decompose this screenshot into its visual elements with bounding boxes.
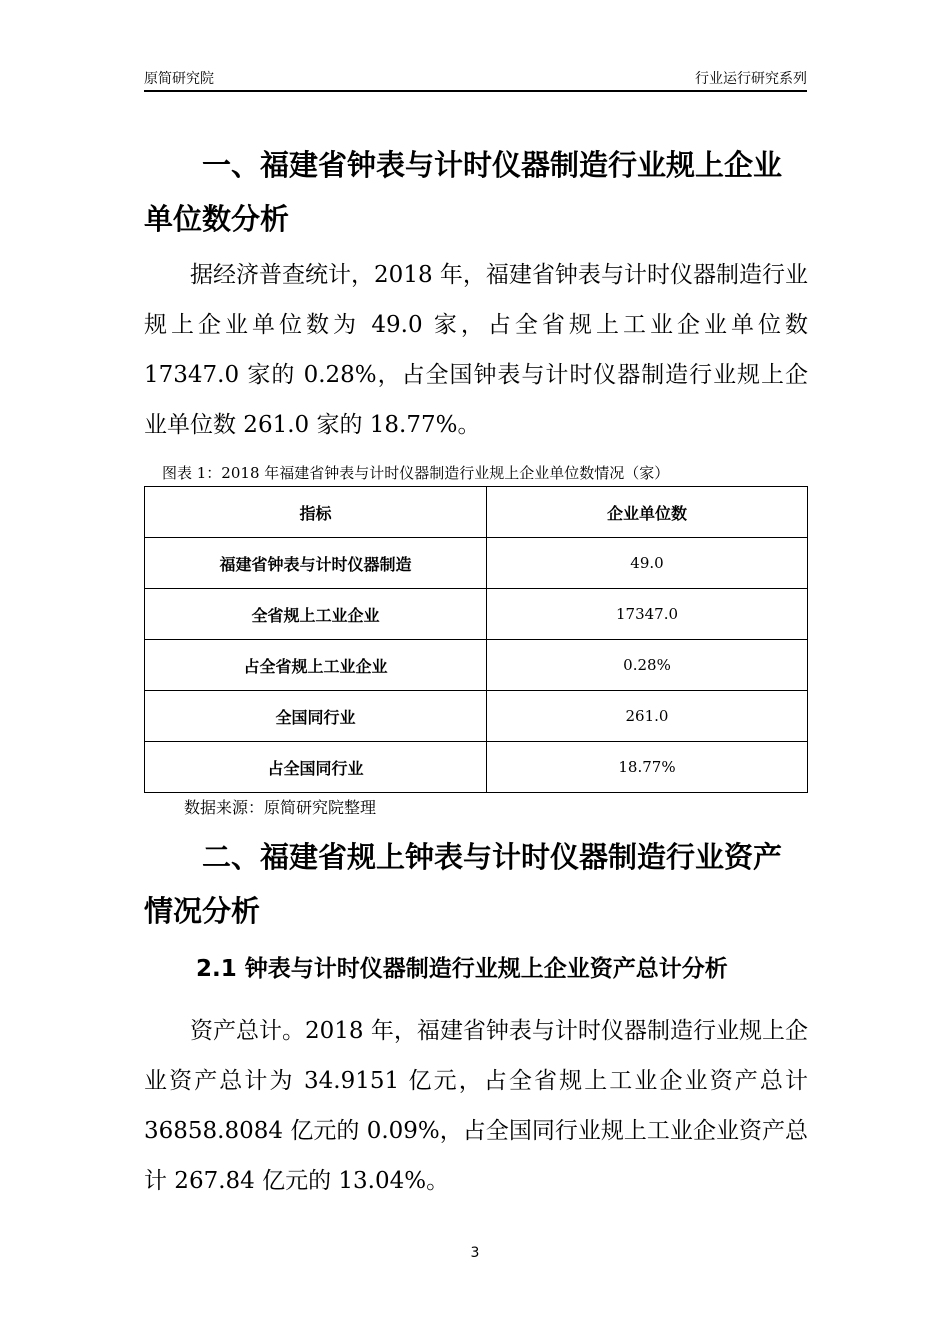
table-source-note: 数据来源：原简研究院整理 — [184, 798, 377, 817]
table-row — [145, 640, 808, 691]
enterprise-count-table — [144, 486, 808, 793]
table-row — [145, 589, 808, 640]
row-value: 0.28% — [487, 640, 808, 691]
table-row — [145, 742, 808, 793]
row-label: 占全省规上工业企业 — [145, 640, 487, 691]
row-label: 全国同行业 — [145, 691, 487, 742]
row-value: 17347.0 — [487, 589, 808, 640]
header-org-name: 原简研究院 — [144, 71, 214, 87]
header-series-name: 行业运行研究系列 — [695, 71, 807, 87]
table-header-count: 企业单位数 — [487, 487, 808, 538]
section1-paragraph: 据经济普查统计，2018 年，福建省钟表与计时仪器制造行业规上企业单位数为 49.0 家，占全省规上工业企业单位数 17347.0 家的 0.28%，占全国钟表与计时仪器制造行业规上企业单位数 261.0 家的 18.77%。 — [144, 262, 808, 438]
table-header-indicator: 指标 — [145, 487, 487, 538]
row-label: 福建省钟表与计时仪器制造 — [145, 538, 487, 589]
page-number: 3 — [470, 1245, 480, 1261]
row-label: 占全国同行业 — [145, 742, 487, 793]
section2-paragraph: 资产总计。2018 年，福建省钟表与计时仪器制造行业规上企业资产总计为 34.9151 亿元，占全省规上工业企业资产总计 36858.8084 亿元的 0.09%，占全国同行业规上工业企业资产总计 267.84 亿元的 13.04%。 — [144, 1018, 808, 1194]
section2-heading: 二、福建省规上钟表与计时仪器制造行业资产情况分析 — [144, 840, 783, 928]
section2-subheading: 2.1 钟表与计时仪器制造行业规上企业资产总计分析 — [196, 956, 728, 982]
section1-heading: 一、福建省钟表与计时仪器制造行业规上企业单位数分析 — [144, 148, 783, 236]
table-row — [145, 691, 808, 742]
row-value: 261.0 — [487, 691, 808, 742]
row-value: 49.0 — [487, 538, 808, 589]
row-value: 18.77% — [487, 742, 808, 793]
table-row — [145, 538, 808, 589]
row-label: 全省规上工业企业 — [145, 589, 487, 640]
table-caption: 图表 1：2018 年福建省钟表与计时仪器制造行业规上企业单位数情况（家） — [162, 464, 670, 482]
page-header — [144, 66, 807, 92]
table-header-row — [145, 487, 808, 538]
